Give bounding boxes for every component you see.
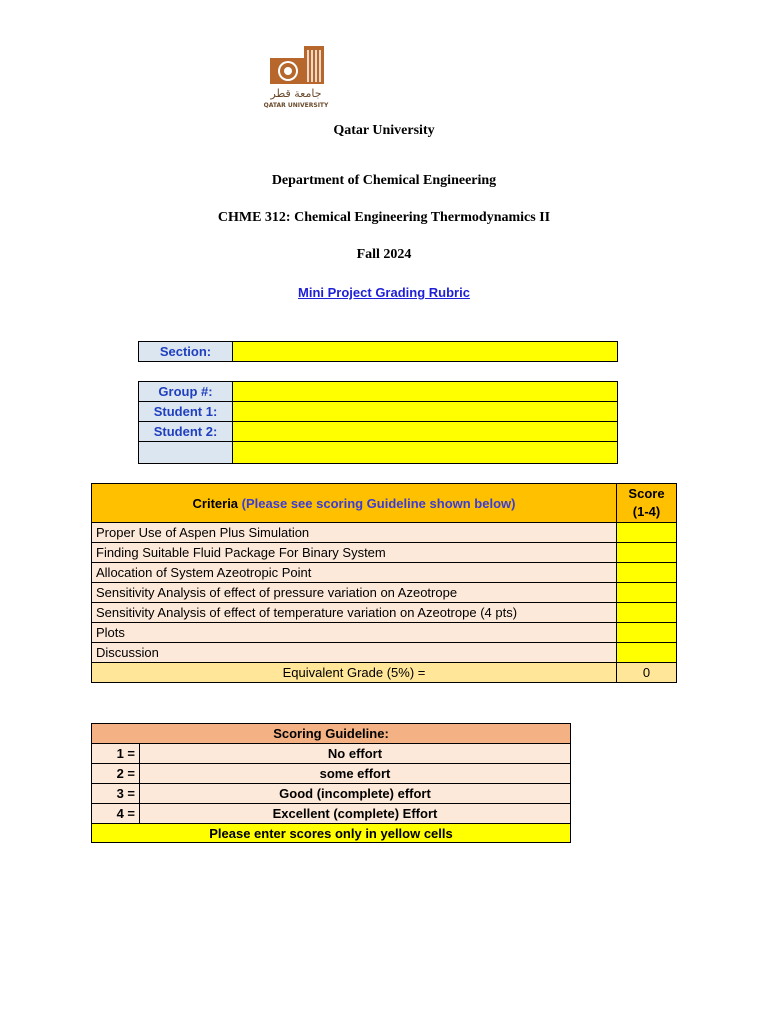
criteria-item: Sensitivity Analysis of effect of temperature variation on Azeotrope (4 pts) [92,603,617,623]
term: Fall 2024 [356,247,412,262]
score-cell[interactable] [617,563,677,583]
guideline-text: Good (incomplete) effort [140,784,571,804]
score-cell[interactable] [617,603,677,623]
score-cell[interactable] [617,623,677,643]
svg-text:QATAR UNIVERSITY: QATAR UNIVERSITY [263,102,329,109]
score-cell[interactable] [617,543,677,563]
department-name: Department of Chemical Engineering [271,173,497,188]
qatar-university-logo [262,44,330,110]
group-label: Group #: [139,382,233,402]
student1-label: Student 1: [139,402,233,422]
section-input-cell[interactable] [233,342,618,362]
score-cell[interactable] [617,643,677,663]
scoring-guideline-table [91,723,571,843]
guideline-title: Scoring Guideline: [92,724,571,744]
criteria-item: Sensitivity Analysis of effect of pressure variation on Azeotrope [92,583,617,603]
equivalent-grade-label: Equivalent Grade (5%) = [92,663,617,683]
extra-label [139,442,233,464]
criteria-item: Discussion [92,643,617,663]
student2-input-cell[interactable] [233,422,618,442]
guideline-num: 4 = [92,804,140,824]
rubric-title[interactable]: Mini Project Grading Rubric [298,285,470,300]
criteria-table [91,483,677,683]
guideline-text: some effort [140,764,571,784]
criteria-header: Criteria (Please see scoring Guideline shown below) [92,484,617,523]
university-name: Qatar University [333,123,435,138]
score-header: Score (1-4) [617,484,677,523]
student2-label: Student 2: [139,422,233,442]
svg-text:جامعة قطر: جامعة قطر [270,87,322,100]
score-cell[interactable] [617,523,677,543]
guideline-num: 1 = [92,744,140,764]
extra-input-cell[interactable] [233,442,618,464]
guideline-num: 3 = [92,784,140,804]
equivalent-grade-value: 0 [617,663,677,683]
guideline-text: No effort [140,744,571,764]
criteria-item: Allocation of System Azeotropic Point [92,563,617,583]
score-cell[interactable] [617,583,677,603]
section-label: Section: [139,342,233,362]
section-table [138,341,618,362]
group-table [138,381,618,464]
student1-input-cell[interactable] [233,402,618,422]
criteria-item: Proper Use of Aspen Plus Simulation [92,523,617,543]
guideline-text: Excellent (complete) Effort [140,804,571,824]
guideline-num: 2 = [92,764,140,784]
criteria-item: Finding Suitable Fluid Package For Binary System [92,543,617,563]
guideline-footer: Please enter scores only in yellow cells [92,824,571,843]
criteria-item: Plots [92,623,617,643]
group-input-cell[interactable] [233,382,618,402]
course-title: CHME 312: Chemical Engineering Thermodynamics II [217,210,551,225]
